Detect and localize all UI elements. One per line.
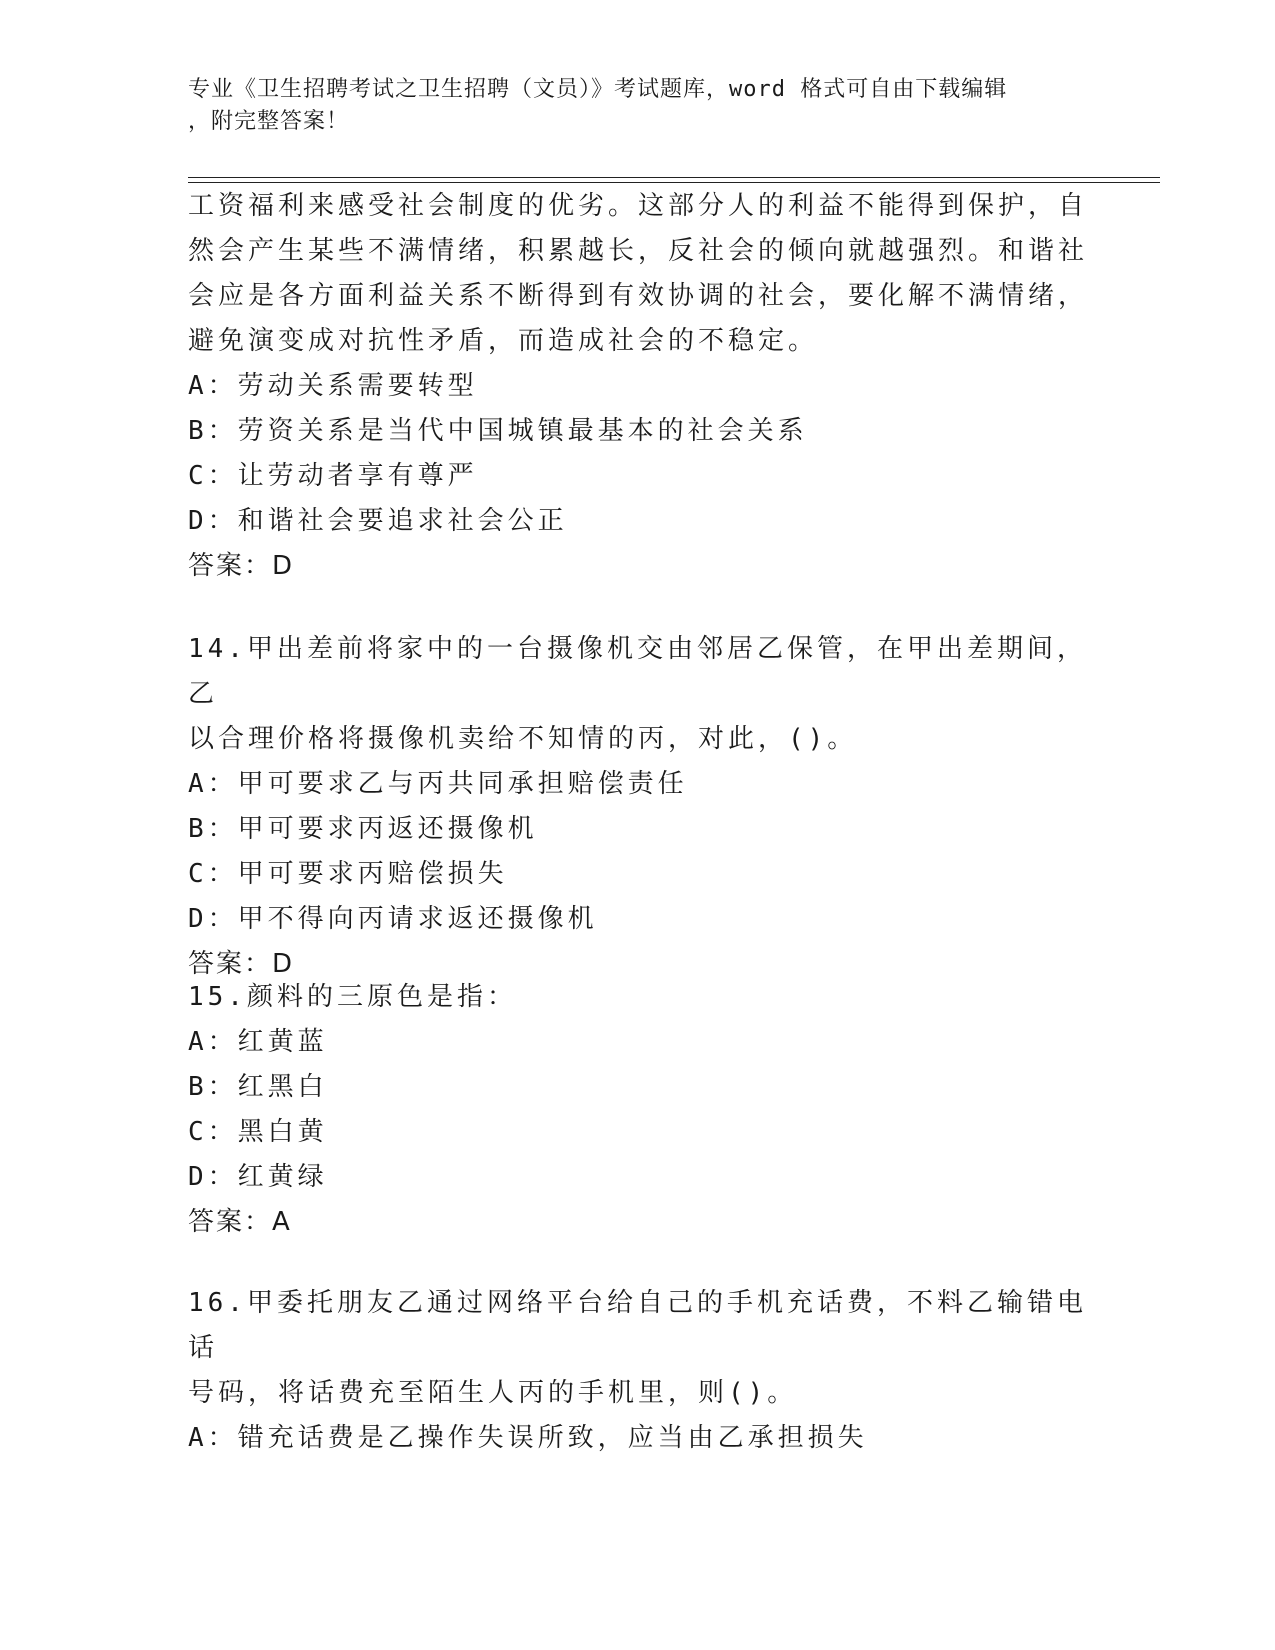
question-text <box>188 975 1088 1020</box>
option-a: A：红黄蓝 <box>188 1027 328 1057</box>
question-text-line: 会应是各方面利益关系不断得到有效协调的社会，要化解不满情绪， <box>188 281 1089 311</box>
question-text-line: 14.甲出差前将家中的一台摄像机交由邻居乙保管，在甲出差期间，乙 <box>188 634 1087 709</box>
question-text <box>188 1281 1088 1416</box>
question-15 <box>188 975 1088 1245</box>
question-text-line: 工资福利来感受社会制度的优劣。这部分人的利益不能得到保护，自 <box>188 191 1089 221</box>
header-line-2: ，附完整答案！ <box>188 109 350 134</box>
question-text-line: 以合理价格将摄像机卖给不知情的丙，对此，()。 <box>188 724 858 754</box>
question-text-line: 15.颜料的三原色是指： <box>188 982 517 1012</box>
page-header <box>188 74 1078 138</box>
option-a: A：错充话费是乙操作失误所致，应当由乙承担损失 <box>188 1423 868 1453</box>
option-b: B：甲可要求丙返还摄像机 <box>188 814 538 844</box>
question-16 <box>188 1281 1088 1461</box>
option-c: C：让劳动者享有尊严 <box>188 461 478 491</box>
option-a: A：甲可要求乙与丙共同承担赔偿责任 <box>188 769 688 799</box>
header-divider-bottom <box>188 182 1160 183</box>
question-13-continuation <box>188 184 1088 589</box>
question-text <box>188 627 1088 762</box>
answer-line: 答案：A <box>188 1207 292 1237</box>
question-text-line: 避免演变成对抗性矛盾，而造成社会的不稳定。 <box>188 326 819 356</box>
question-text-line: 然会产生某些不满情绪，积累越长，反社会的倾向就越强烈。和谐社 <box>188 236 1089 266</box>
option-d: D：甲不得向丙请求返还摄像机 <box>188 904 598 934</box>
option-d: D：红黄绿 <box>188 1162 328 1192</box>
option-a: A：劳动关系需要转型 <box>188 371 478 401</box>
option-c: C：黑白黄 <box>188 1117 328 1147</box>
answer-line: 答案：D <box>188 551 295 581</box>
header-divider-top <box>188 177 1160 178</box>
option-b: B：红黑白 <box>188 1072 328 1102</box>
option-b: B：劳资关系是当代中国城镇最基本的社会关系 <box>188 416 808 446</box>
question-text-line: 号码，将话费充至陌生人丙的手机里，则()。 <box>188 1378 798 1408</box>
question-text <box>188 184 1088 364</box>
question-14 <box>188 627 1088 987</box>
option-d: D：和谐社会要追求社会公正 <box>188 506 568 536</box>
header-line-1: 专业《卫生招聘考试之卫生招聘（文员）》考试题库，word 格式可自由下载编辑 <box>188 77 1008 102</box>
option-c: C：甲可要求丙赔偿损失 <box>188 859 508 889</box>
question-text-line: 16.甲委托朋友乙通过网络平台给自己的手机充话费，不料乙输错电话 <box>188 1288 1087 1363</box>
answer-line: 答案：D <box>188 949 295 979</box>
